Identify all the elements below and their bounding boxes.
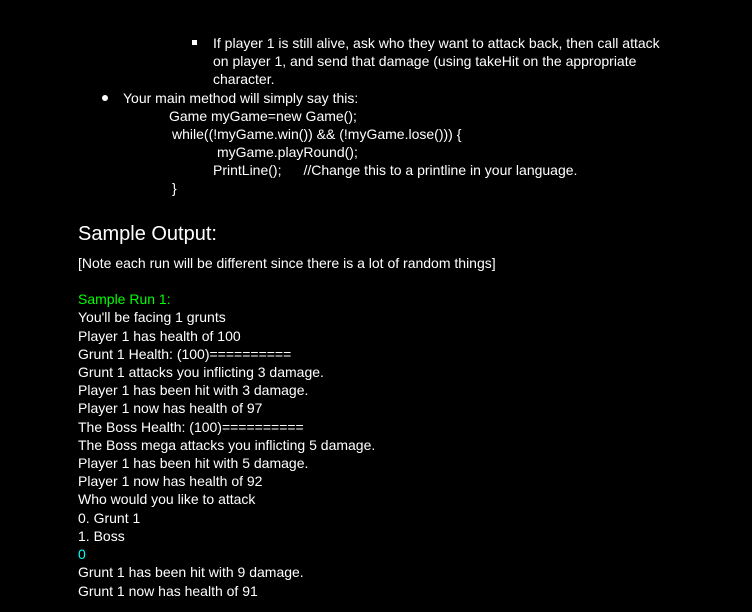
output-line: Player 1 has been hit with 5 damage. <box>78 455 309 471</box>
main-bullet-text: Your main method will simply say this: <box>123 90 359 106</box>
sub-bullet-line-2: on player 1, and send that damage (using takeHit on the appropriate <box>213 53 637 69</box>
sub-bullet-line-3: character. <box>213 71 275 87</box>
code-line-4-statement: PrintLine(); <box>213 162 282 178</box>
output-line: Grunt 1 attacks you inflicting 3 damage. <box>78 364 324 380</box>
code-line-4-comment: //Change this to a printline in your language. <box>303 162 578 178</box>
output-line: Player 1 has health of 100 <box>78 328 241 344</box>
output-line: Who would you like to attack <box>78 491 256 507</box>
user-input-value: 0 <box>78 546 86 562</box>
code-line-3: myGame.playRound(); <box>217 144 358 160</box>
sample-run-label: Sample Run 1: <box>78 291 171 307</box>
output-line: Grunt 1 now has health of 91 <box>78 583 258 599</box>
output-line: Grunt 1 Health: (100)========== <box>78 346 292 362</box>
output-line: 1. Boss <box>78 528 125 544</box>
square-bullet-icon <box>192 40 197 45</box>
output-line: Player 1 has been hit with 3 damage. <box>78 382 309 398</box>
code-line-4 <box>213 161 577 179</box>
output-line: Player 1 now has health of 97 <box>78 400 263 416</box>
round-bullet-icon <box>102 95 108 101</box>
code-line-5: } <box>172 180 177 196</box>
output-line: Player 1 now has health of 92 <box>78 473 263 489</box>
code-line-2: while((!myGame.win()) && (!myGame.lose())) { <box>172 126 462 142</box>
sample-output-note: [Note each run will be different since there is a lot of random things] <box>78 255 496 271</box>
output-line: The Boss Health: (100)========== <box>78 419 304 435</box>
code-line-1: Game myGame=new Game(); <box>169 108 357 124</box>
output-line: You'll be facing 1 grunts <box>78 309 226 325</box>
sample-output-heading: Sample Output: <box>78 223 217 245</box>
output-line: 0. Grunt 1 <box>78 510 141 526</box>
output-line: The Boss mega attacks you inflicting 5 damage. <box>78 437 376 453</box>
sub-bullet-line-1: If player 1 is still alive, ask who they want to attack back, then call attack <box>213 35 660 51</box>
output-line: Grunt 1 has been hit with 9 damage. <box>78 564 304 580</box>
